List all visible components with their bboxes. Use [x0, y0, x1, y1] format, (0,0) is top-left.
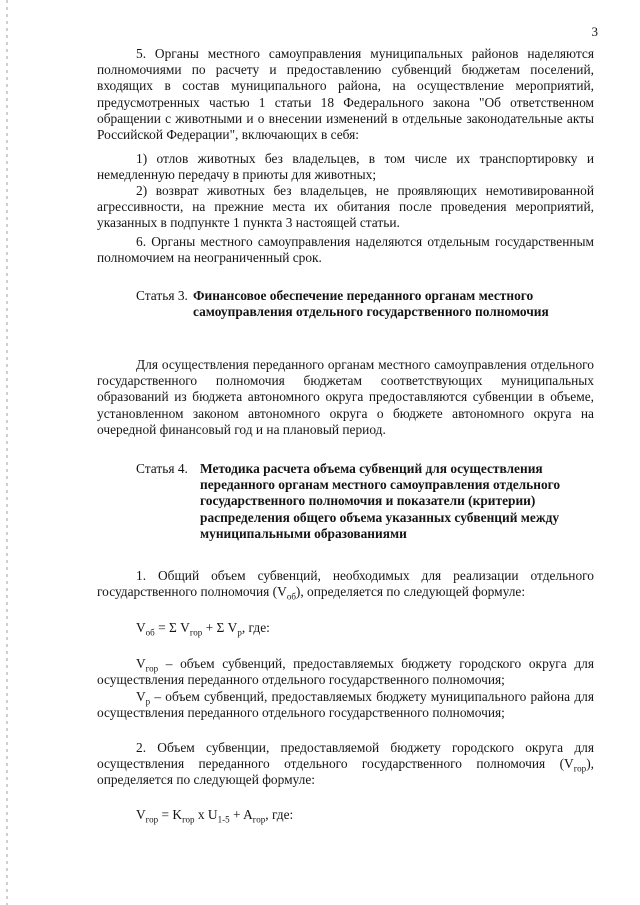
paragraph-6: 6. Органы местного самоуправления наделяются отдельным государственным полномочием на неограниченный срок. — [97, 234, 594, 266]
article-3-heading: Финансовое обеспечение переданного органам местного самоуправления отдельного государственного полномочия — [193, 288, 549, 320]
formula-v-gor: $V_{гор} = K_{гор}$ x $U_{1-5} + A_{гор}$, где: — [136, 807, 294, 825]
article-4-point-1: 1. Общий объем субвенций, необходимых для реализации отдельного государственного полномочия $(V_{об})$, определяется по следующей формуле: — [97, 568, 594, 602]
article-4-point-2: 2. Объем субвенции, предоставляемой бюджету городского округа для осуществления переданного отдельного государственного полномочия $(V_{гор})$, определяется по следующей формуле: — [97, 740, 594, 788]
subpoint-2: 2) возврат животных без владельцев, не проявляющих немотивированной агрессивности, на прежние места их обитания после проведения мероприятий, указанных в подпункте 1 пункта 3 настоящей статьи. — [97, 183, 594, 231]
definition-v-r: $V_р$ – объем субвенций, предоставляемых бюджету муниципального района для осуществления переданного отдельного государственного полномочия; — [97, 689, 594, 721]
article-3-text: Для осуществления переданного органам местного самоуправления отдельного государственного полномочия бюджетам соответствующих муниципальных образований из бюджета автономного округа предоставляются субвенции в объеме, установленном законом автономного округа о бюджете автономного округа на очередной финансовый год и на плановый период. — [97, 357, 594, 437]
page-number: 3 — [591, 24, 598, 39]
article-3-label: Статья 3. — [136, 288, 188, 303]
scan-edge-perforation — [6, 0, 8, 905]
article-4-heading: Методика расчета объема субвенций для осуществления переданного органам местного самоуправления отдельного государственного полномочия и показатели (критерии) распределения общего объема указанных субвенций между муниципальными образованиями — [200, 461, 561, 541]
definition-v-gor: $V_{гор}$ – объем субвенций, предоставляемых бюджету городского округа для осуществления переданного отдельного государственного полномочия; — [97, 656, 594, 688]
article-4-label: Статья 4. — [136, 461, 188, 476]
paragraph-5: 5. Органы местного самоуправления муниципальных районов наделяются полномочиями по расчету и предоставлению субвенций бюджетам поселений, входящих в состав муниципального района, на осуществление мероприятий, предусмотренных частью 1 статьи 18 Федерального закона "Об ответственном обращении с животными и о внесении изменений в отдельные законодательные акты Российской Федерации", включающих в себя: — [97, 46, 594, 143]
formula-v-total: $V_{об} = \Sigma$ $V_{гор} + \Sigma$ $V_р$, где: — [136, 620, 270, 638]
subpoint-1: 1) отлов животных без владельцев, в том числе их транспортировку и немедленную передачу в приюты для животных; — [97, 151, 594, 183]
